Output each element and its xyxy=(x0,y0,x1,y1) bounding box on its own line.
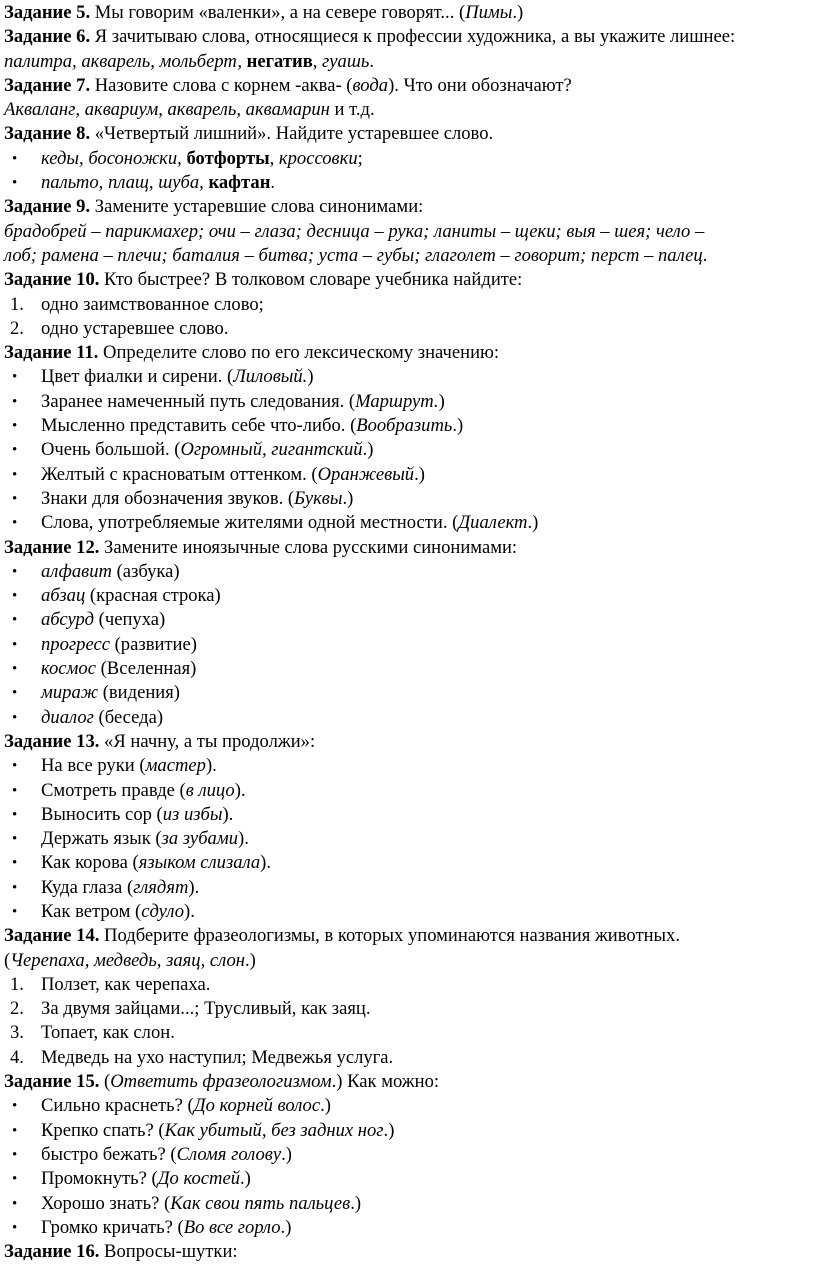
bullet-icon: • xyxy=(12,490,18,507)
task-title: Задание 9. xyxy=(4,196,91,218)
task-7-examples: Акваланг, аквариум, акварель, аквамарин и т.д. xyxy=(4,99,375,121)
list-item: 4. Медведь на ухо наступил; Медвежья услуга. xyxy=(10,1046,394,1068)
task-title: Задание 12. xyxy=(4,536,100,558)
bullet-icon: • xyxy=(12,903,18,920)
task-title: Задание 11. xyxy=(4,342,99,364)
bullet-icon: • xyxy=(12,563,18,580)
task-10: Задание 10. Кто быстрее? В толковом словаре учебника найдите: xyxy=(4,269,523,291)
list-item: • Выносить сор (из избы). xyxy=(4,803,806,827)
bullet-icon: • xyxy=(12,442,18,459)
bullet-icon: • xyxy=(12,1098,18,1115)
list-item: • Крепко спать? (Как убитый, без задних ног.) xyxy=(4,1119,806,1143)
task-16: Задание 16. Вопросы-шутки: xyxy=(4,1241,238,1263)
list-item: 3. Топает, как слон. xyxy=(10,1022,175,1044)
list-item: • космос (Вселенная) xyxy=(4,657,806,681)
task-title: Задание 14. xyxy=(4,925,100,947)
task-6: Задание 6. Я зачитываю слова, относящиеся к профессии художника, а вы укажите лишнее: палитра, акварель, мольберт, негатив, гуашь. xyxy=(4,26,736,72)
task-8: Задание 8. «Четвертый лишний». Найдите устаревшее слово. xyxy=(4,123,494,145)
bullet-icon: • xyxy=(12,709,18,726)
bullet-icon: • xyxy=(12,393,18,410)
task-title: Задание 10. xyxy=(4,269,100,291)
list-item: • пальто, плащ, шуба, кафтан. xyxy=(4,171,806,195)
list-item: • Знаки для обозначения звуков. (Буквы.) xyxy=(4,487,806,511)
task-title: Задание 13. xyxy=(4,730,100,752)
bullet-icon: • xyxy=(12,879,18,896)
bullet-icon: • xyxy=(12,466,18,483)
bullet-icon: • xyxy=(12,831,18,848)
bullet-icon: • xyxy=(12,369,18,386)
bullet-icon: • xyxy=(12,1219,18,1236)
list-item: • Как корова (языком слизала). xyxy=(4,851,806,875)
task-13: Задание 13. «Я начну, а ты продолжи»: xyxy=(4,730,316,752)
task-title: Задание 6. xyxy=(4,26,91,48)
bullet-icon: • xyxy=(12,1122,18,1139)
bullet-icon: • xyxy=(12,806,18,823)
list-item: • Хорошо знать? (Как свои пять пальцев.) xyxy=(4,1192,806,1216)
bullet-icon: • xyxy=(12,1195,18,1212)
list-item: • Желтый с красноватым оттенком. (Оранжевый.) xyxy=(4,463,806,487)
list-item: • Мысленно представить себе что-либо. (Вообразить.) xyxy=(4,414,806,438)
list-item: • абсурд (чепуха) xyxy=(4,608,806,632)
bullet-icon: • xyxy=(12,782,18,799)
list-item: • абзац (красная строка) xyxy=(4,584,806,608)
list-item: • кеды, босоножки, ботфорты, кроссовки; xyxy=(4,147,806,171)
list-item: • Как ветром (сдуло). xyxy=(4,900,806,924)
bullet-icon: • xyxy=(12,175,18,192)
bullet-icon: • xyxy=(12,636,18,653)
list-item: • На все руки (мастер). xyxy=(4,754,806,778)
list-item: • Промокнуть? (До костей.) xyxy=(4,1167,806,1191)
bullet-icon: • xyxy=(12,588,18,605)
task-title: Задание 16. xyxy=(4,1241,100,1263)
task-15: Задание 15. (Ответить фразеологизмом.) Как можно: xyxy=(4,1071,440,1093)
task-11: Задание 11. Определите слово по его лексическому значению: xyxy=(4,342,500,364)
list-item: • Куда глаза (глядят). xyxy=(4,876,806,900)
list-item: • Громко кричать? (Во все горло.) xyxy=(4,1216,806,1240)
task-title: Задание 8. xyxy=(4,123,91,145)
list-item: • Слова, употребляемые жителями одной местности. (Диалект.) xyxy=(4,511,806,535)
bullet-icon: • xyxy=(12,612,18,629)
task-9: Задание 9. Замените устаревшие слова синонимами: xyxy=(4,196,424,218)
list-item: 1. Ползет, как черепаха. xyxy=(10,973,211,995)
task-title: Задание 7. xyxy=(4,74,91,96)
task-14-hint: (Черепаха, медведь, заяц, слон.) xyxy=(4,949,256,971)
list-item: • Заранее намеченный путь следования. (Маршрут.) xyxy=(4,390,806,414)
list-item: • прогресс (развитие) xyxy=(4,633,806,657)
bullet-icon: • xyxy=(12,418,18,435)
bullet-icon: • xyxy=(12,758,18,775)
task-12: Задание 12. Замените иноязычные слова русскими синонимами: xyxy=(4,536,518,558)
task-9-line-1: брадобрей – парикмахер; очи – глаза; десница – рука; ланиты – щеки; выя – шея; чело – xyxy=(4,220,705,242)
bullet-icon: • xyxy=(12,515,18,532)
bullet-icon: • xyxy=(12,685,18,702)
list-item: • быстро бежать? (Сломя голову.) xyxy=(4,1143,806,1167)
bullet-icon: • xyxy=(12,661,18,678)
task-title: Задание 15. xyxy=(4,1071,100,1093)
list-item: • Держать язык (за зубами). xyxy=(4,827,806,851)
list-item: • алфавит (азбука) xyxy=(4,560,806,584)
task-title: Задание 5. xyxy=(4,2,91,23)
list-item: • Сильно краснеть? (До корней волос.) xyxy=(4,1094,806,1118)
list-item: • мираж (видения) xyxy=(4,681,806,705)
bullet-icon: • xyxy=(12,1171,18,1188)
list-item: • Цвет фиалки и сирени. (Лиловый.) xyxy=(4,365,806,389)
list-item: 2. одно устаревшее слово. xyxy=(10,317,229,339)
task-14: Задание 14. Подберите фразеологизмы, в которых упоминаются названия животных. xyxy=(4,925,680,947)
task-9-line-2: лоб; рамена – плечи; баталия – битва; уста – губы; глаголет – говорит; перст – палец. xyxy=(4,244,708,266)
list-item: • диалог (беседа) xyxy=(4,706,806,730)
bullet-icon: • xyxy=(12,1146,18,1163)
list-item: • Очень большой. (Огромный, гигантский.) xyxy=(4,438,806,462)
bullet-icon: • xyxy=(12,855,18,872)
task-5: Задание 5. Мы говорим «валенки», а на севере говорят... (Пимы.) xyxy=(4,2,524,23)
bullet-icon: • xyxy=(12,150,18,167)
list-item: • Смотреть правде (в лицо). xyxy=(4,779,806,803)
list-item: 1. одно заимствованное слово; xyxy=(10,293,264,315)
task-7: Задание 7. Назовите слова с корнем -аква- (вода). Что они обозначают? xyxy=(4,74,572,96)
list-item: 2. За двумя зайцами...; Трусливый, как заяц. xyxy=(10,998,371,1020)
